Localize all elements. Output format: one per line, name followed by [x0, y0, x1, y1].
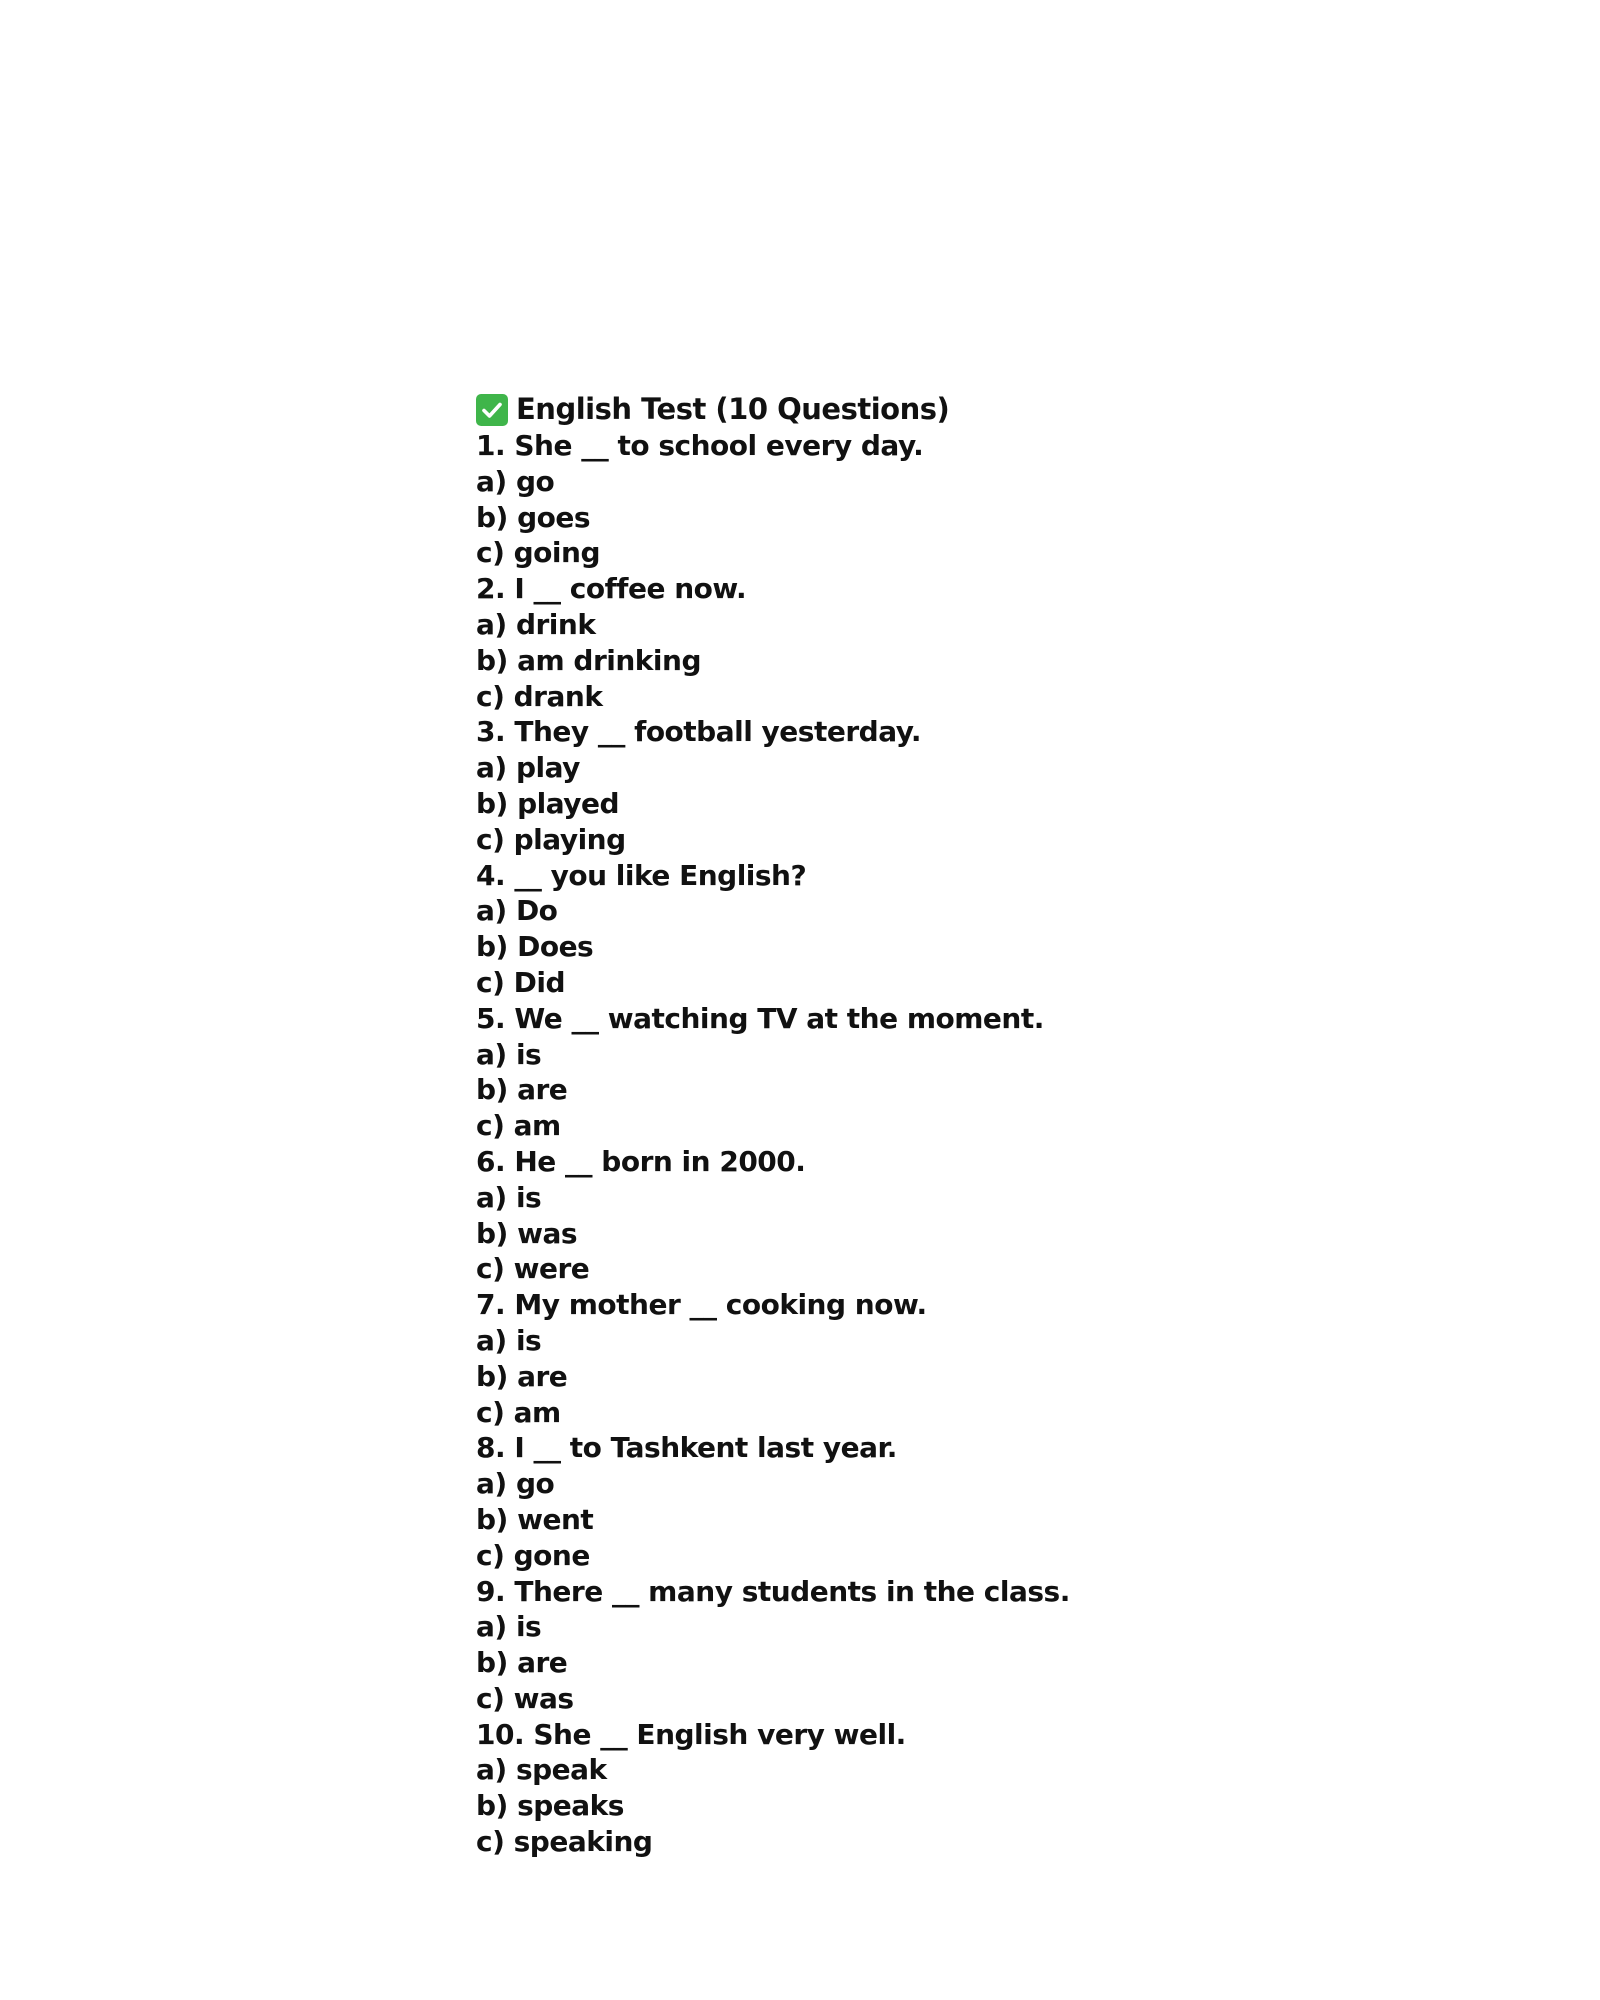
question-item: [476, 571, 1176, 714]
answer-option: a) is: [476, 1180, 542, 1214]
answer-option: b) speaks: [476, 1789, 624, 1823]
question-prompt: 1. She __ to school every day.: [476, 429, 924, 462]
answer-option: b) are: [476, 1073, 568, 1107]
english-test-document: [476, 392, 1176, 1860]
answer-option: c) Did: [476, 965, 566, 999]
answer-option: c) drank: [476, 679, 603, 713]
answer-option: c) going: [476, 536, 600, 570]
question-prompt: 7. My mother __ cooking now.: [476, 1288, 927, 1322]
answer-option: c) am: [476, 1109, 561, 1143]
answer-option: b) played: [476, 786, 620, 820]
answer-option: c) were: [476, 1252, 590, 1286]
question-prompt: 10. She __ English very well.: [476, 1717, 906, 1751]
question-item: [476, 1717, 1176, 1860]
answer-option: b) are: [476, 1646, 568, 1680]
check-mark-button-icon: [476, 394, 508, 426]
question-item: [476, 1430, 1176, 1573]
answer-option: b) Does: [476, 930, 594, 964]
answer-option: a) Do: [476, 894, 558, 928]
question-item: [476, 428, 1176, 571]
answer-option: a) is: [476, 1610, 542, 1644]
answer-option: b) was: [476, 1216, 578, 1250]
question-item: [476, 1287, 1176, 1430]
question-list: [476, 428, 1176, 1860]
question-item: [476, 714, 1176, 857]
answer-option: a) drink: [476, 607, 596, 641]
answer-option: a) is: [476, 1323, 542, 1357]
test-title-line: [476, 392, 1176, 428]
answer-option: c) speaking: [476, 1825, 653, 1859]
question-item: [476, 1144, 1176, 1287]
answer-option: a) speak: [476, 1753, 607, 1787]
answer-option: c) was: [476, 1681, 574, 1715]
question-item: [476, 1001, 1176, 1144]
answer-option: c) gone: [476, 1538, 590, 1572]
answer-option: c) am: [476, 1395, 561, 1429]
answer-option: b) went: [476, 1502, 594, 1536]
answer-option: b) are: [476, 1359, 568, 1393]
question-prompt: 2. I __ coffee now.: [476, 572, 747, 606]
question-item: [476, 858, 1176, 1001]
question-item: [476, 1574, 1176, 1717]
question-prompt: 9. There __ many students in the class.: [476, 1574, 1070, 1608]
answer-option: b) goes: [476, 500, 591, 534]
question-prompt: 8. I __ to Tashkent last year.: [476, 1431, 897, 1465]
answer-option: a) go: [476, 1467, 555, 1501]
answer-option: c) playing: [476, 822, 626, 856]
answer-option: a) is: [476, 1037, 542, 1071]
answer-option: a) play: [476, 751, 580, 785]
test-title: English Test (10 Questions): [516, 392, 950, 427]
question-prompt: 4. __ you like English?: [476, 858, 807, 892]
question-prompt: 5. We __ watching TV at the moment.: [476, 1001, 1044, 1035]
question-prompt: 3. They __ football yesterday.: [476, 715, 922, 749]
answer-option: b) am drinking: [476, 643, 701, 677]
answer-option: a) go: [476, 464, 555, 498]
question-prompt: 6. He __ born in 2000.: [476, 1144, 806, 1178]
